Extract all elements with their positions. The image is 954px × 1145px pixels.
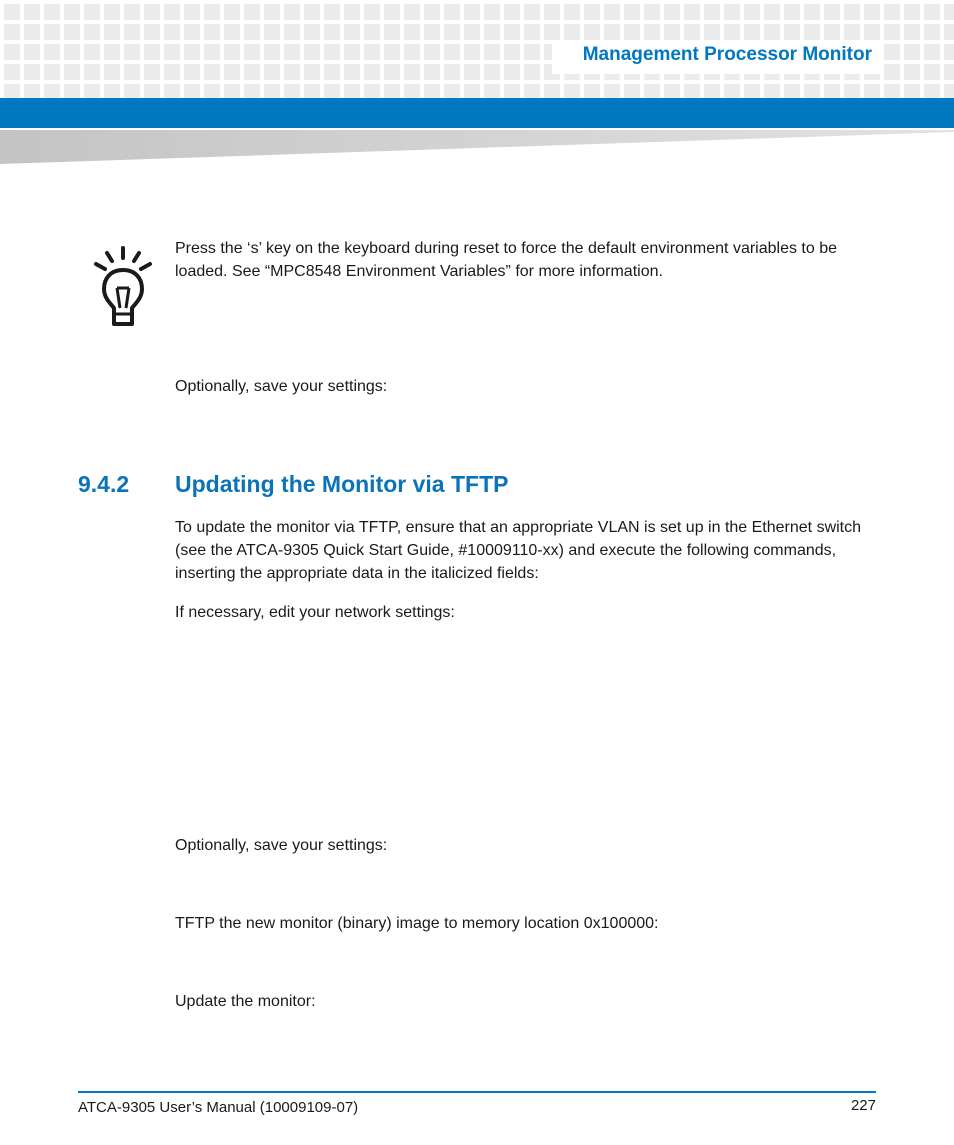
section-title: Updating the Monitor via TFTP xyxy=(175,471,509,497)
lightbulb-icon xyxy=(92,244,154,328)
footer-manual-title: ATCA-9305 User’s Manual (10009109-07) xyxy=(78,1099,359,1116)
intro-paragraph: To update the monitor via TFTP, ensure that an appropriate VLAN is set up in the Ethernet switch (see the ATCA-9305 Quick Start Guide, #10009110-xx) and execute the following commands, inserting the appropriate data in the italicized fields: xyxy=(175,519,862,582)
save-settings-paragraph: Optionally, save your settings: xyxy=(175,378,388,395)
save-settings-paragraph-2: Optionally, save your settings: xyxy=(175,837,388,854)
header-gray-wedge xyxy=(0,130,954,164)
update-monitor-paragraph: Update the monitor: xyxy=(175,993,316,1010)
network-settings-paragraph: If necessary, edit your network settings: xyxy=(175,604,455,621)
running-header-title: Management Processor Monitor xyxy=(582,44,872,65)
footer-rule xyxy=(78,1091,876,1093)
tftp-image-paragraph: TFTP the new monitor (binary) image to memory location 0x100000: xyxy=(175,915,659,932)
page-number: 227 xyxy=(850,1097,876,1114)
header-blue-bar xyxy=(0,98,954,128)
section-number: 9.4.2 xyxy=(78,471,130,497)
tip-text: Press the ‘s’ key on the keyboard during reset to force the default environment variables to be loaded. See “MPC8548 Environment Variables” for more information. xyxy=(175,240,837,280)
